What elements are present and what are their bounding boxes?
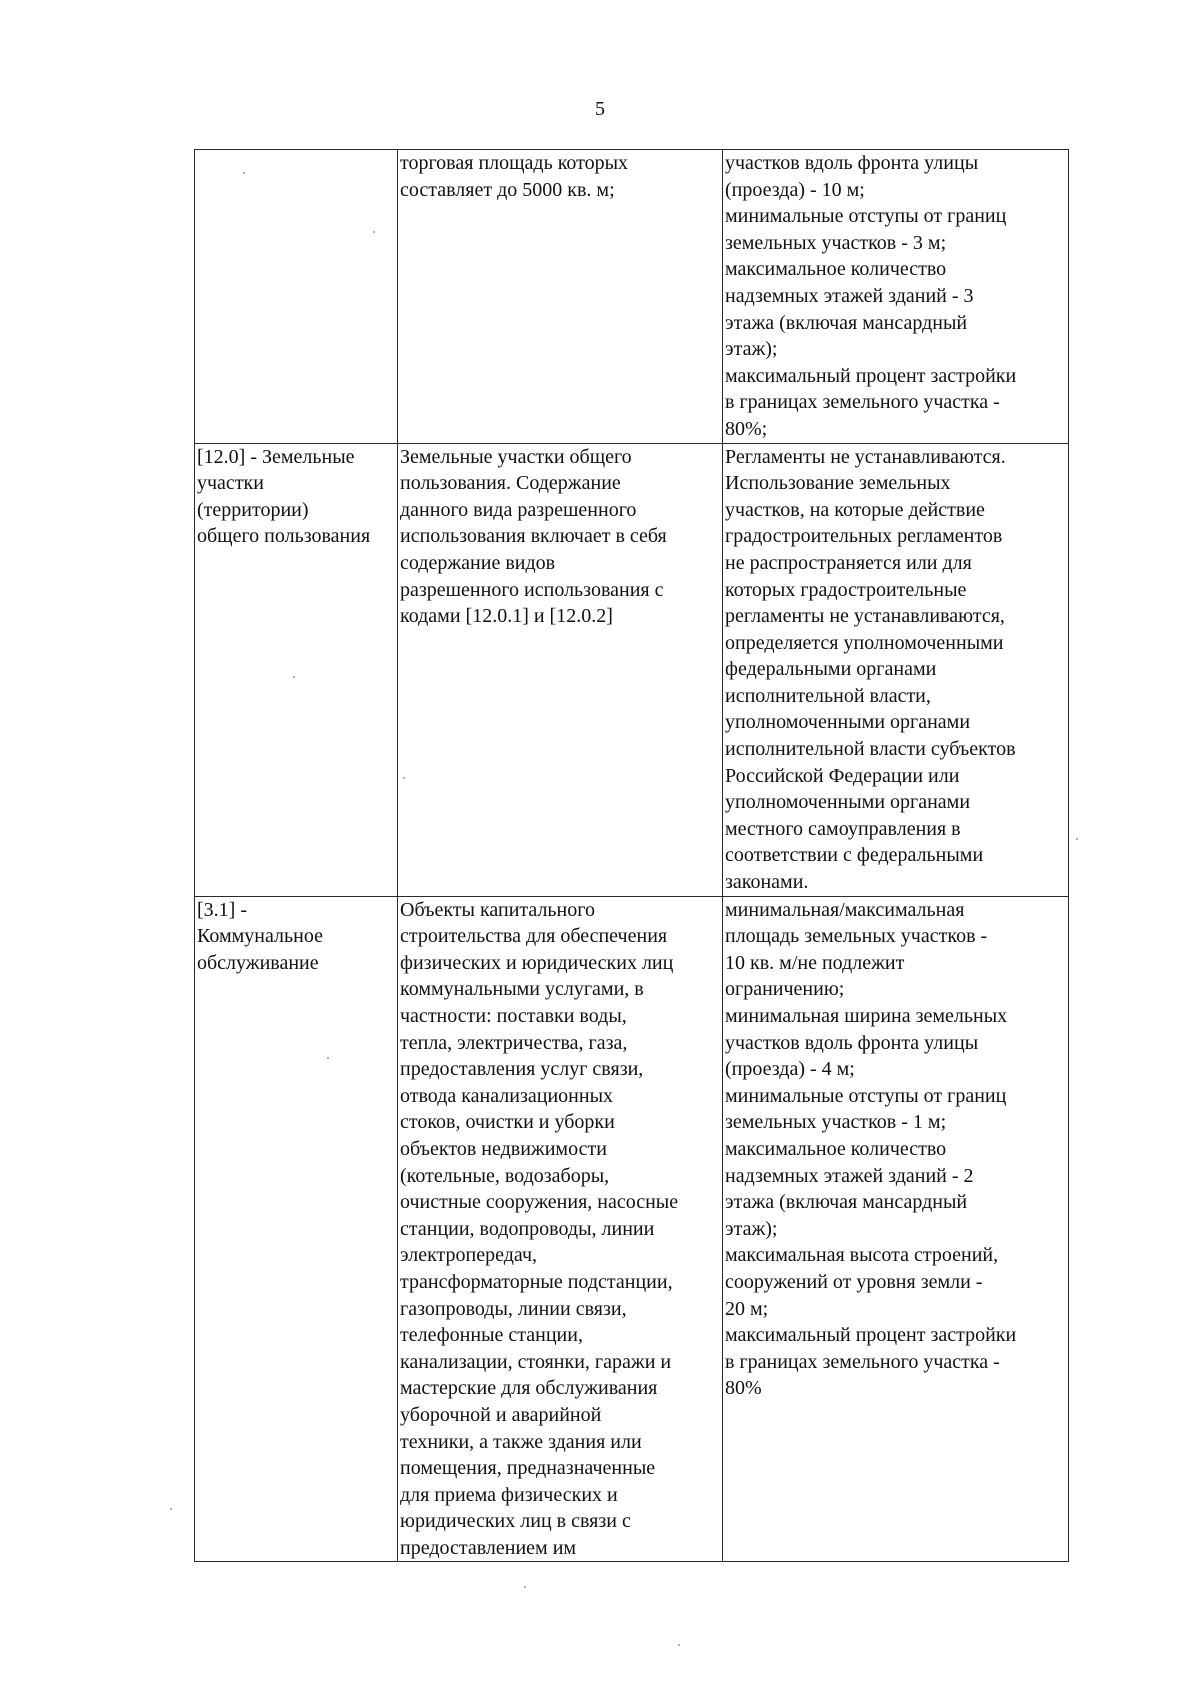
- scan-speck: [678, 1644, 680, 1646]
- use-code-cell: [195, 150, 398, 444]
- use-code-cell: [3.1] - Коммунальное обслуживание: [195, 896, 398, 1562]
- land-use-table: [194, 149, 1069, 1562]
- use-parameters-cell: участков вдоль фронта улицы (проезда) - 10 м; минимальные отступы от границ земельных участков - 3 м; максимальное количество надземных этажей зданий - 3 этажа (включая мансардный этаж); максимальный процент застройки в границах земельного участка - 80%;: [723, 150, 1069, 444]
- scan-speck: [293, 676, 295, 678]
- use-description-cell: Земельные участки общего пользования. Содержание данного вида разрешенного использования включает в себя содержание видов разрешенного использования с кодами [12.0.1] и [12.0.2]: [398, 443, 723, 896]
- scan-speck: [524, 1586, 526, 1588]
- use-parameters-cell: минимальная/максимальная площадь земельных участков - 10 кв. м/не подлежит ограничению; минимальная ширина земельных участков вдоль фронта улицы (проезда) - 4 м; минимальные отступы от границ земельных участков - 1 м; максимальное количество надземных этажей зданий - 2 этажа (включая мансардный этаж); максимальная высота строений, сооружений от уровня земли - 20 м; максимальный процент застройки в границах земельного участка - 80%: [723, 896, 1069, 1562]
- scan-speck: [403, 777, 405, 779]
- scan-speck: [170, 1508, 172, 1510]
- use-code-cell: [12.0] - Земельные участки (территории) общего пользования: [195, 443, 398, 896]
- use-description-cell: торговая площадь которых составляет до 5000 кв. м;: [398, 150, 723, 444]
- use-parameters-cell: Регламенты не устанавливаются. Использование земельных участков, на которые действие градостроительных регламентов не распространяется или для которых градостроительные регламенты не устанавливаются, определяется уполномоченными федеральными органами исполнительной власти, уполномоченными органами исполнительной власти субъектов Российской Федерации или уполномоченными органами местного самоуправления в соответствии с федеральными законами.: [723, 443, 1069, 896]
- scan-speck: [327, 1057, 329, 1059]
- scan-speck: [1076, 838, 1078, 840]
- scan-speck: [243, 172, 245, 174]
- use-description-cell: Объекты капитального строительства для обеспечения физических и юридических лиц коммунальными услугами, в частности: поставки воды, тепла, электричества, газа, предоставления услуг связи, отвода канализационных стоков, очистки и уборки объектов недвижимости (котельные, водозаборы, очистные сооружения, насосные станции, водопроводы, линии электропередач, трансформаторные подстанции, газопроводы, линии связи, телефонные станции, канализации, стоянки, гаражи и мастерские для обслуживания уборочной и аварийной техники, а также здания или помещения, предназначенные для приема физических и юридических лиц в связи с предоставлением им: [398, 896, 723, 1562]
- table-row: [195, 896, 1069, 1562]
- table-row: [195, 150, 1069, 444]
- table-row: [195, 443, 1069, 896]
- page-number: 5: [595, 98, 605, 120]
- scan-speck: [373, 231, 375, 233]
